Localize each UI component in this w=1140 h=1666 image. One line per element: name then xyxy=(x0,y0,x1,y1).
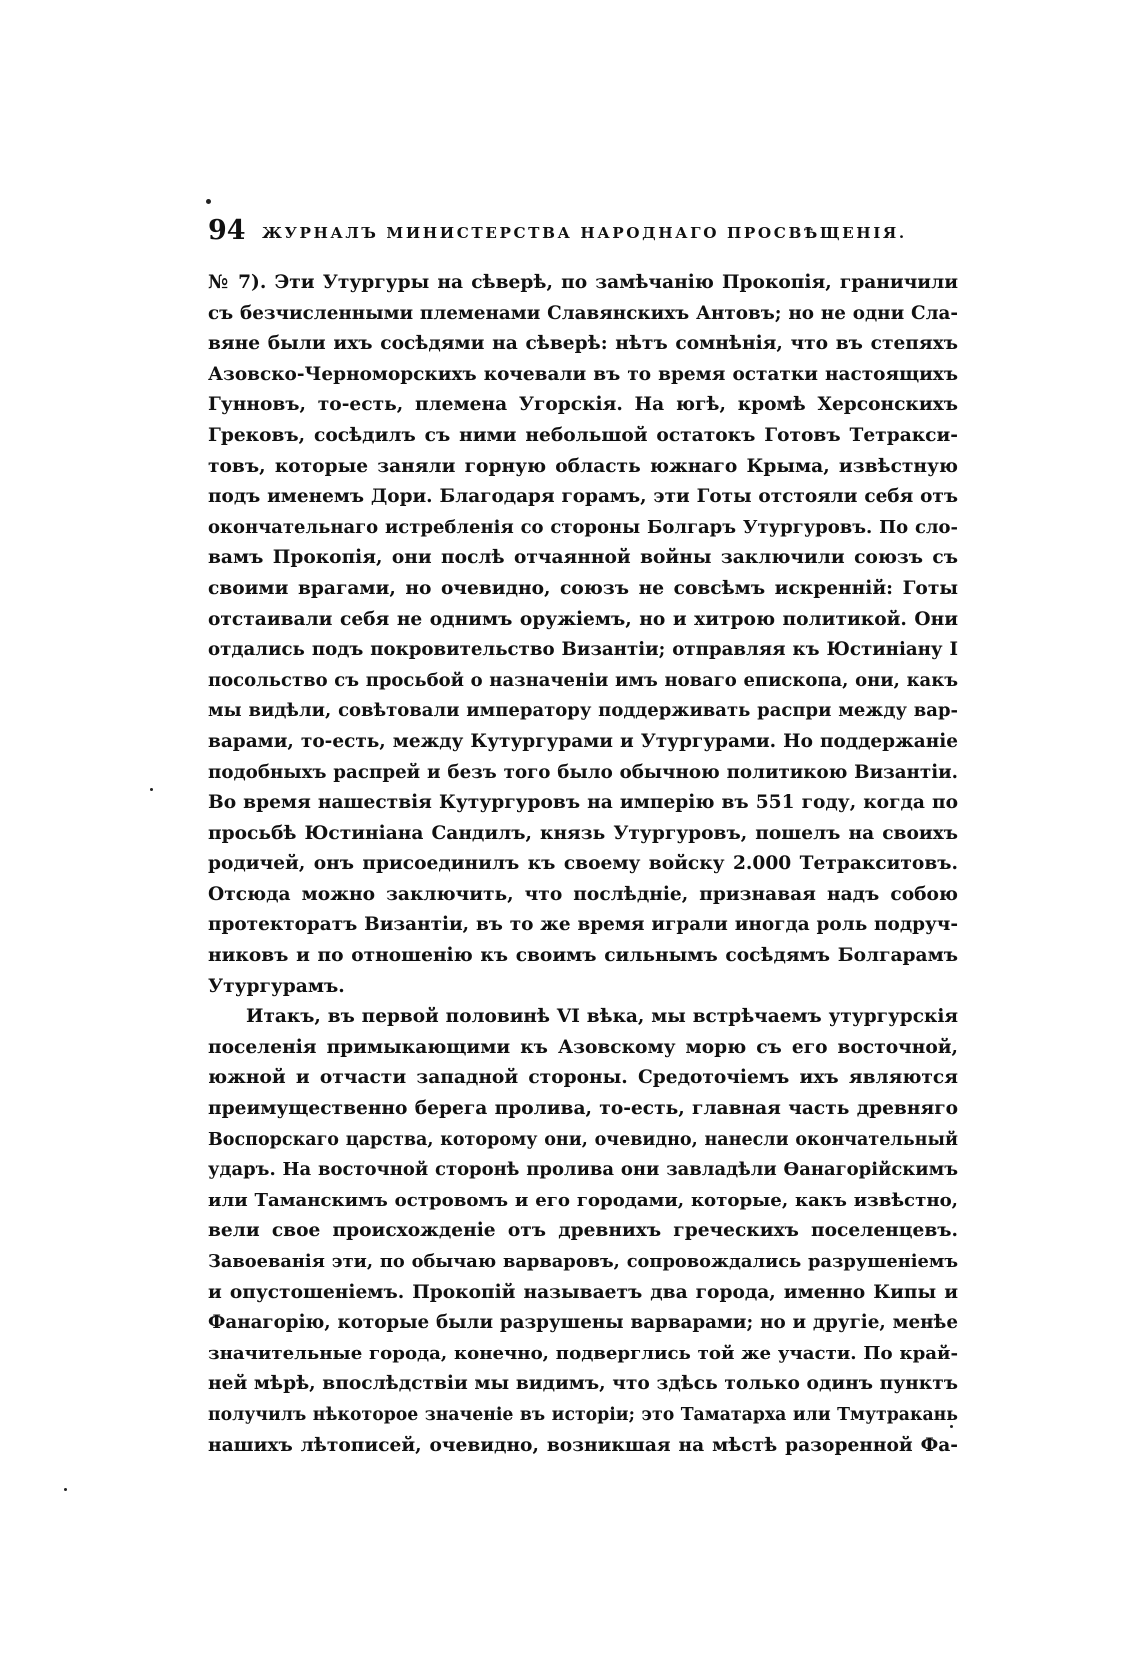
text-line: Итакъ, въ первой половинѣ VI вѣка, мы встрѣчаемъ утургурскія xyxy=(246,1006,958,1028)
paragraph-1 xyxy=(208,268,958,1002)
text-line: мы видѣли, совѣтовали императору поддерживать распри между вар- xyxy=(208,700,958,722)
text-line: Азовско-Черноморскихъ кочевали въ то время остатки настоящихъ xyxy=(208,363,958,385)
text-line: вяне были ихъ сосѣдями на сѣверѣ: нѣтъ сомнѣнія, что въ степяхъ xyxy=(208,333,958,355)
text-line: подобныхъ распрей и безъ того было обычною политикою Византіи. xyxy=(208,761,958,783)
print-speck xyxy=(950,1425,953,1428)
print-speck xyxy=(206,199,211,204)
text-line: Утургурамъ. xyxy=(208,975,345,997)
text-line: варами, то-есть, между Кутургурами и Утургурами. Но поддержаніе xyxy=(208,730,958,752)
text-line: Воспорскаго царства, которому они, очевидно, нанесли окончательный xyxy=(208,1129,958,1150)
text-line: окончательнаго истребленія со стороны Болгаръ Утургуровъ. По сло- xyxy=(208,516,958,538)
text-line: вамъ Прокопія, они послѣ отчаянной войны заключили союзъ съ xyxy=(208,547,958,569)
text-line: съ безчисленными племенами Славянскихъ Антовъ; но не одни Сла- xyxy=(208,302,958,324)
text-line: ударъ. На восточной сторонѣ пролива они завладѣли Ѳанагорійскимъ xyxy=(208,1159,958,1181)
text-line: преимущественно берега пролива, то-есть, главная часть древняго xyxy=(208,1098,958,1120)
text-line: Фанагорію, которые были разрушены варварами; но и другіе, менѣе xyxy=(208,1312,958,1334)
text-line: товъ, которые заняли горную область южнаго Крыма, извѣстную xyxy=(208,455,958,477)
text-line: получилъ нѣкоторое значеніе въ исторіи; это Таматарха или Тмутракань xyxy=(208,1404,958,1425)
text-line: посольство съ просьбой о назначеніи имъ новаго епископа, они, какъ xyxy=(208,669,958,691)
text-line: родичей, онъ присоединилъ къ своему войску 2.000 Тетракситовъ. xyxy=(208,853,958,875)
text-line: Грековъ, сосѣдилъ съ ними небольшой остатокъ Готовъ Тетракси- xyxy=(208,424,958,446)
text-line: протекторатъ Византіи, въ то же время играли иногда роль подруч- xyxy=(208,914,958,936)
page-header xyxy=(208,215,968,249)
text-line: № 7). Эти Утургуры на сѣверѣ, по замѣчанію Прокопія, граничили xyxy=(208,272,958,293)
text-line: или Таманскимъ островомъ и его городами, которые, какъ извѣстно, xyxy=(208,1189,958,1211)
text-line: и опустошеніемъ. Прокопій называетъ два города, именно Кипы и xyxy=(208,1281,958,1303)
print-speck xyxy=(150,788,153,791)
text-line: ней мѣрѣ, впослѣдствіи мы видимъ, что здѣсь только одинъ пунктъ xyxy=(208,1373,958,1395)
paragraph-2 xyxy=(208,1002,958,1461)
text-line: Гунновъ, то-есть, племена Угорскія. На югѣ, кромѣ Херсонскихъ xyxy=(208,394,958,416)
text-line: нашихъ лѣтописей, очевидно, возникшая на мѣстѣ разоренной Фа- xyxy=(208,1434,958,1456)
text-line: значительные города, конечно, подверглись той же участи. По край- xyxy=(208,1342,958,1364)
text-line: Завоеванія эти, по обычаю варваровъ, сопровождались разрушеніемъ xyxy=(208,1251,958,1272)
text-line: своими врагами, но очевидно, союзъ не совсѣмъ искренній: Готы xyxy=(208,577,958,599)
text-line: просьбѣ Юстиніана Сандилъ, князь Утургуровъ, пошелъ на своихъ xyxy=(208,822,958,844)
text-line: никовъ и по отношенію къ своимъ сильнымъ сосѣдямъ Болгарамъ xyxy=(208,945,958,967)
text-line: Отсюда можно заключить, что послѣдніе, признавая надъ собою xyxy=(208,883,958,905)
text-line: южной и отчасти западной стороны. Средоточіемъ ихъ являются xyxy=(208,1067,958,1089)
text-line: вели свое происхожденіе отъ древнихъ греческихъ поселенцевъ. xyxy=(208,1220,958,1242)
text-line: подъ именемъ Дори. Благодаря горамъ, эти Готы отстояли себя отъ xyxy=(208,486,958,508)
text-line: Во время нашествія Кутургуровъ на имперію въ 551 году, когда по xyxy=(208,792,958,814)
text-line: поселенія примыкающими къ Азовскому морю съ его восточной, xyxy=(208,1036,958,1058)
body-text xyxy=(208,268,958,1461)
text-line: отдались подъ покровительство Византіи; отправляя къ Юстиніану I xyxy=(208,639,958,661)
running-title: ЖУРНАЛЪ МИНИСТЕРСТВА НАРОДНАГО ПРОСВѢЩЕНІЯ. xyxy=(262,224,907,242)
text-line: отстаивали себя не однимъ оружіемъ, но и хитрою политикой. Они xyxy=(208,608,958,630)
page-number: 94 xyxy=(208,215,246,246)
print-speck xyxy=(64,1488,67,1491)
